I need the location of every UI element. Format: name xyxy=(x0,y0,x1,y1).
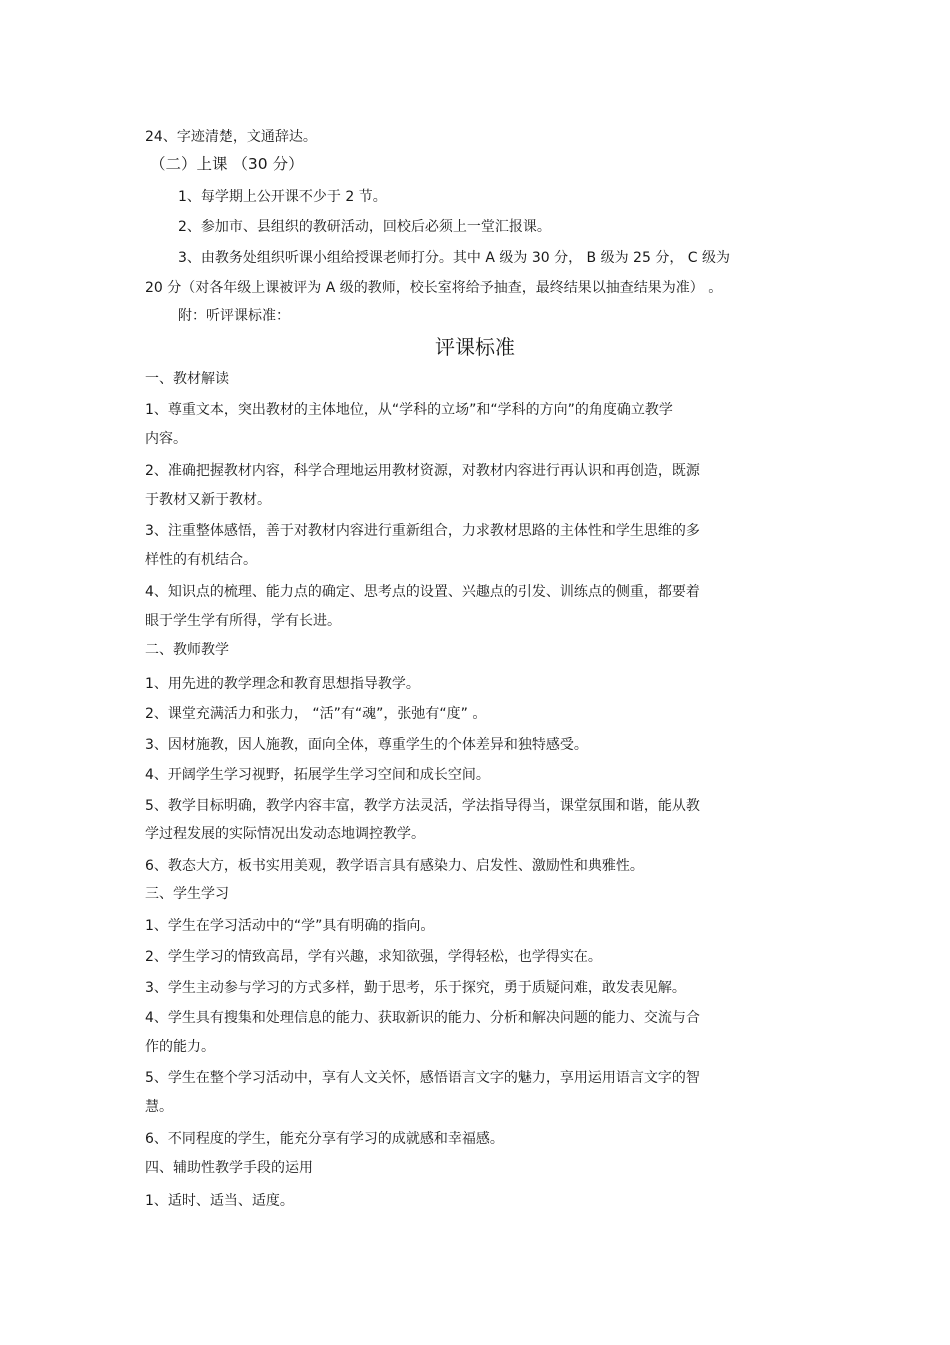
criteria-line: 1、适时、适当、适度。 xyxy=(145,1193,294,1209)
section-heading: 四、辅助性教学手段的运用 xyxy=(145,1160,313,1176)
appendix-note: 附：听评课标准： xyxy=(178,308,290,324)
section-heading: 一、教材解读 xyxy=(145,371,229,387)
criteria-line: 4、学生具有搜集和处理信息的能力、获取新识的能力、分析和解决问题的能力、交流与合 xyxy=(145,1010,700,1026)
criteria-line: 眼于学生学有所得，学有长进。 xyxy=(145,613,341,629)
criteria-line: 样性的有机结合。 xyxy=(145,552,257,568)
criteria-line: 3、学生主动参与学习的方式多样，勤于思考，乐于探究，勇于质疑问难，敢发表见解。 xyxy=(145,980,686,996)
criteria-line: 4、开阔学生学习视野，拓展学生学习空间和成长空间。 xyxy=(145,767,490,783)
class-item-3-line2: 20 分（对各年级上课被评为 A 级的教师，校长室将给予抽查，最终结果以抽查结果为准） 。 xyxy=(145,280,723,296)
class-item-2: 2、参加市、县组织的教研活动，回校后必须上一堂汇报课。 xyxy=(178,219,551,235)
section-heading: 三、学生学习 xyxy=(145,886,229,902)
criteria-line: 1、尊重文本，突出教材的主体地位，从“学科的立场”和“学科的方向”的角度确立教学 xyxy=(145,402,673,418)
criteria-line: 慧。 xyxy=(145,1099,173,1115)
section-heading: 二、教师教学 xyxy=(145,642,229,658)
class-item-3-line1: 3、由教务处组织听课小组给授课老师打分。其中 A 级为 30 分， B 级为 25 分， C 级为 xyxy=(178,250,730,266)
criteria-line: 2、准确把握教材内容，科学合理地运用教材资源，对教材内容进行再认识和再创造，既源 xyxy=(145,463,700,479)
criteria-line: 于教材又新于教材。 xyxy=(145,492,271,508)
criteria-line: 内容。 xyxy=(145,431,187,447)
criteria-line: 1、用先进的教学理念和教育思想指导教学。 xyxy=(145,676,420,692)
criteria-line: 3、注重整体感悟，善于对教材内容进行重新组合，力求教材思路的主体性和学生思维的多 xyxy=(145,523,700,539)
criteria-line: 学过程发展的实际情况出发动态地调控教学。 xyxy=(145,826,425,842)
criteria-line: 6、不同程度的学生，能充分享有学习的成就感和幸福感。 xyxy=(145,1131,504,1147)
criteria-line: 1、学生在学习活动中的“学”具有明确的指向。 xyxy=(145,918,435,934)
page-title: 评课标准 xyxy=(435,335,515,359)
section-heading-class: （二）上课 （30 分） xyxy=(150,155,304,173)
criteria-line: 2、课堂充满活力和张力， “活”有“魂”，张弛有“度” 。 xyxy=(145,706,487,722)
criteria-line: 6、教态大方，板书实用美观，教学语言具有感染力、启发性、激励性和典雅性。 xyxy=(145,858,644,874)
class-item-1: 1、每学期上公开课不少于 2 节。 xyxy=(178,189,387,205)
criteria-line: 5、教学目标明确，教学内容丰富，教学方法灵活，学法指导得当，课堂氛围和谐，能从教 xyxy=(145,798,700,814)
line-24: 24、字迹清楚，文通辞达。 xyxy=(145,129,317,145)
criteria-line: 2、学生学习的情致高昂，学有兴趣，求知欲强，学得轻松，也学得实在。 xyxy=(145,949,602,965)
criteria-line: 5、学生在整个学习活动中，享有人文关怀，感悟语言文字的魅力，享用运用语言文字的智 xyxy=(145,1070,700,1086)
criteria-line: 4、知识点的梳理、能力点的确定、思考点的设置、兴趣点的引发、训练点的侧重，都要着 xyxy=(145,584,700,600)
criteria-line: 作的能力。 xyxy=(145,1039,215,1055)
criteria-line: 3、因材施教，因人施教，面向全体，尊重学生的个体差异和独特感受。 xyxy=(145,737,588,753)
